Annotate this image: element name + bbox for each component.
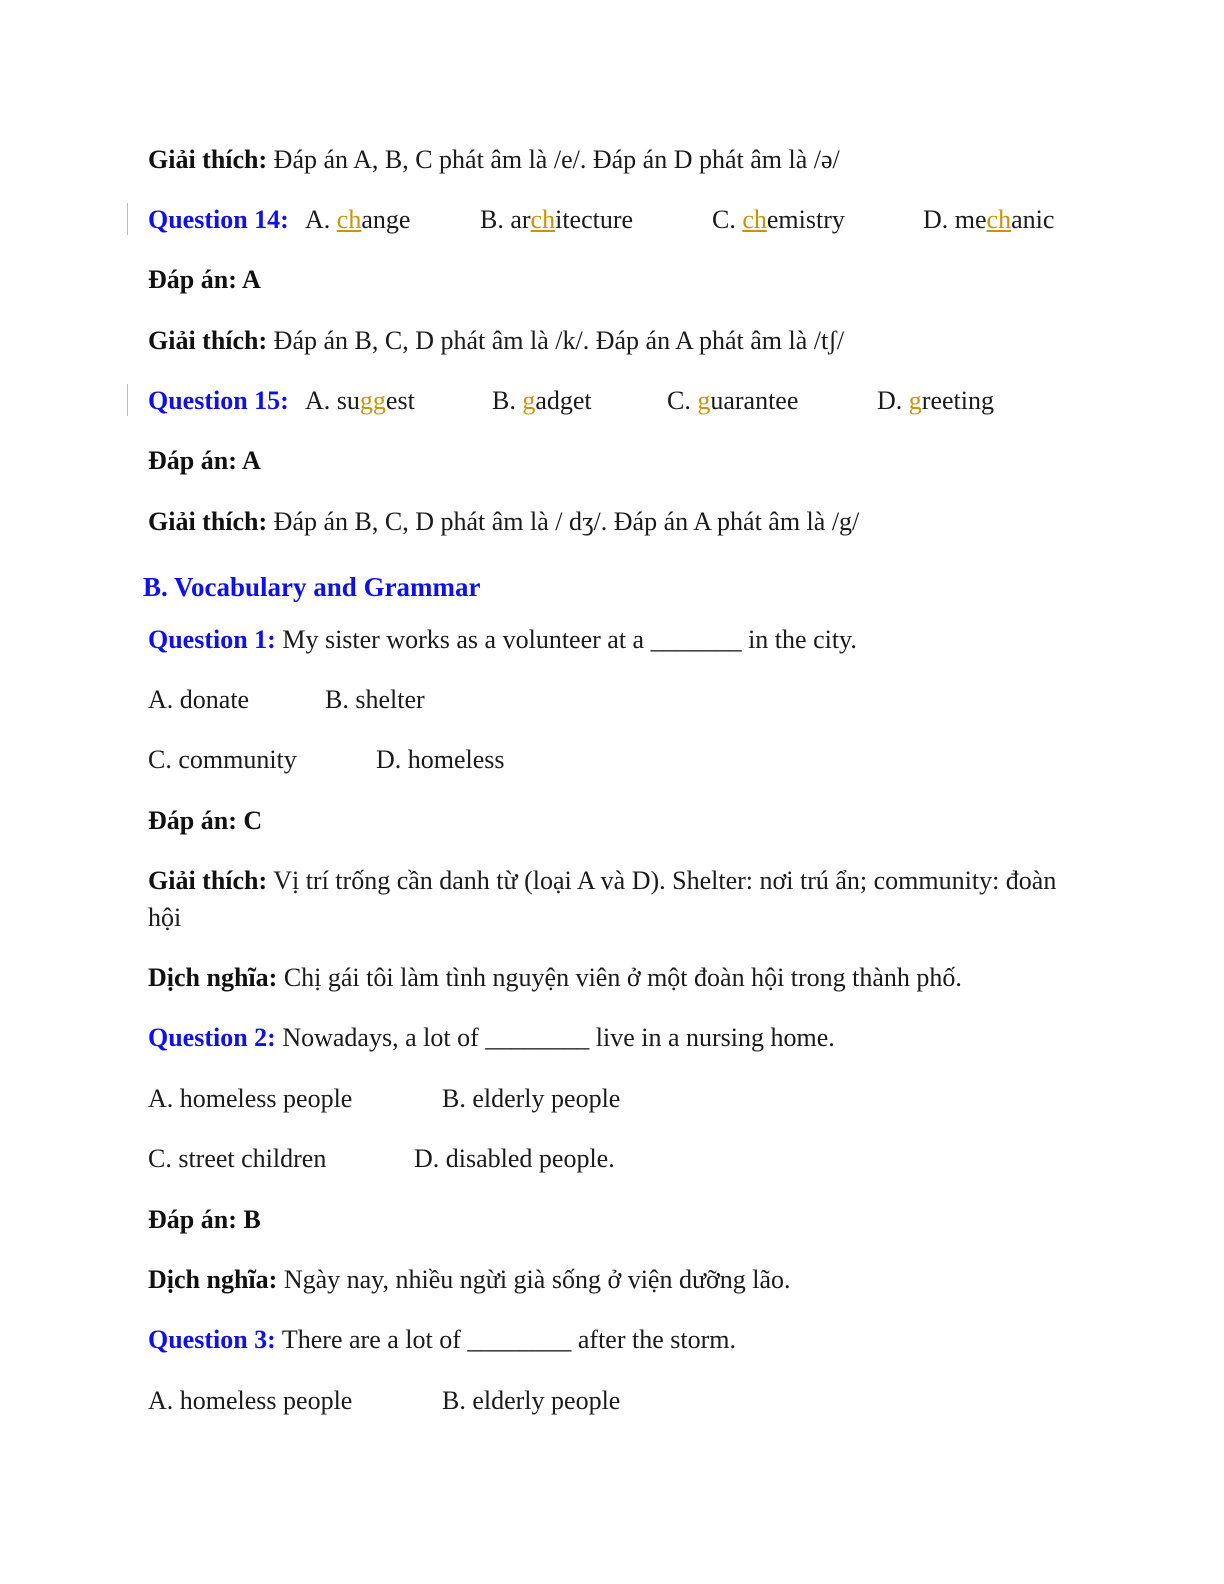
q15-option-c: C. guarantee bbox=[667, 386, 799, 415]
q14-option-c: C. chemistry bbox=[712, 205, 845, 234]
q2-translation: Dịch nghĩa: Ngày nay, nhiều ngừi già sống ở viện dưỡng lão. bbox=[148, 1265, 791, 1294]
q1-explanation: Giải thích: Vị trí trống cần danh từ (loại A và D). Shelter: nơi trú ẩn; community: đoàn hội bbox=[148, 866, 1057, 932]
q2-option-c: C. street children bbox=[148, 1144, 327, 1173]
q2-option-b: B. elderly people bbox=[442, 1084, 621, 1113]
vocab-question-2: Question 2: Nowadays, a lot of ________ live in a nursing home. bbox=[148, 1023, 835, 1052]
vocab-question-1: Question 1: My sister works as a volunteer at a _______ in the city. bbox=[148, 625, 857, 654]
q14-option-d: D. mechanic bbox=[923, 205, 1055, 234]
question-14 bbox=[148, 205, 289, 235]
change-bar bbox=[127, 384, 128, 416]
q1-option-b: B. shelter bbox=[325, 685, 425, 714]
question-label: Question 14: bbox=[148, 205, 289, 234]
q15-explanation: Giải thích: Đáp án B, C, D phát âm là / dʒ/. Đáp án A phát âm là /g/ bbox=[148, 507, 860, 536]
change-bar bbox=[127, 203, 128, 235]
q2-answer: Đáp án: B bbox=[148, 1205, 261, 1234]
explanation-label: Giải thích: bbox=[148, 145, 268, 174]
q14-answer: Đáp án: A bbox=[148, 265, 261, 294]
q1-option-a: A. donate bbox=[148, 685, 250, 714]
vocab-question-3: Question 3: There are a lot of ________ after the storm. bbox=[148, 1325, 736, 1354]
explanation-text: Đáp án A, B, C phát âm là /e/. Đáp án D phát âm là /ə/ bbox=[273, 145, 840, 174]
q1-translation: Dịch nghĩa: Chị gái tôi làm tình nguyện viên ở một đoàn hội trong thành phố. bbox=[148, 963, 962, 992]
q2-option-a: A. homeless people bbox=[148, 1084, 353, 1113]
q14-option-b: B. architecture bbox=[480, 205, 634, 234]
q3-option-b: B. elderly people bbox=[442, 1386, 621, 1415]
q1-answer: Đáp án: C bbox=[148, 806, 263, 835]
question-15 bbox=[148, 386, 289, 416]
question-label: Question 15: bbox=[148, 386, 289, 415]
q3-option-a: A. homeless people bbox=[148, 1386, 353, 1415]
q1-option-c: C. community bbox=[148, 745, 297, 774]
q15-option-d: D. greeting bbox=[877, 386, 994, 415]
q2-option-d: D. disabled people. bbox=[414, 1144, 615, 1173]
section-heading: B. Vocabulary and Grammar bbox=[143, 572, 481, 602]
q15-option-a: A. suggest bbox=[305, 386, 415, 415]
q14-option-a: A. change bbox=[305, 205, 411, 234]
q13-explanation bbox=[148, 145, 840, 175]
q15-answer: Đáp án: A bbox=[148, 446, 261, 475]
q15-option-b: B. gadget bbox=[492, 386, 592, 415]
q1-option-d: D. homeless bbox=[376, 745, 505, 774]
q14-explanation: Giải thích: Đáp án B, C, D phát âm là /k/. Đáp án A phát âm là /tʃ/ bbox=[148, 326, 845, 355]
